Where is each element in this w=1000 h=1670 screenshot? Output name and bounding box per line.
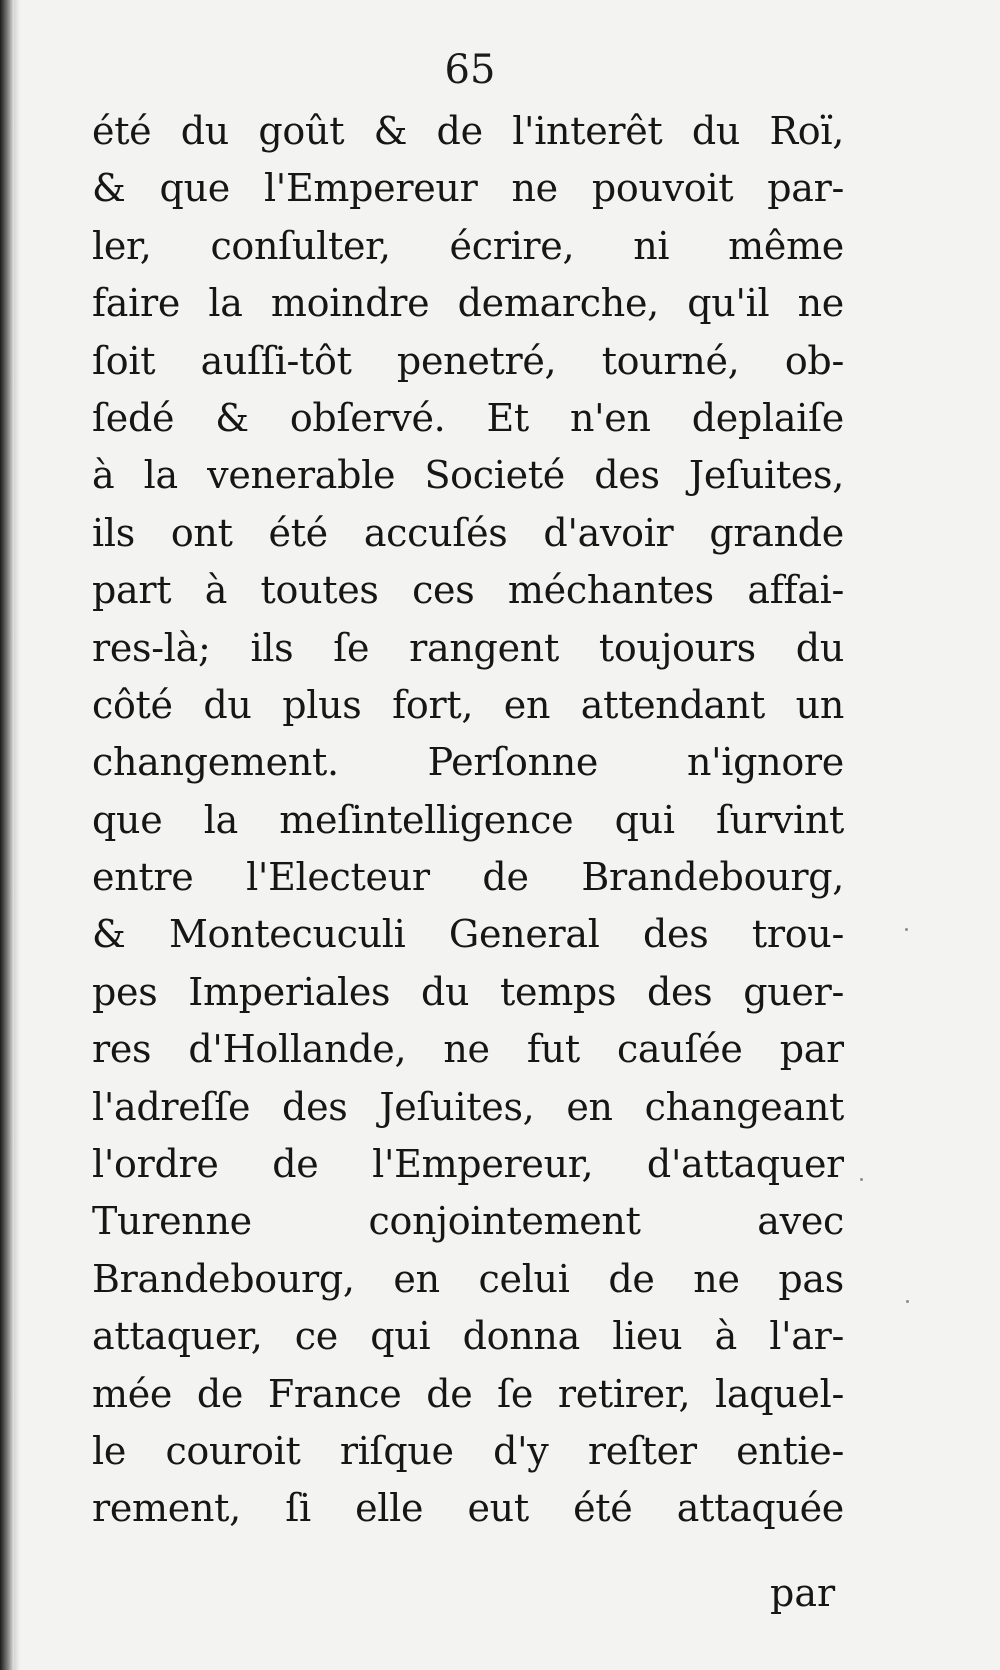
paper-speck	[906, 1300, 909, 1303]
text-line: rement, ſi elle eut été attaquée	[92, 1486, 844, 1531]
text-line: que la meſintelligence qui ſurvint	[92, 797, 844, 842]
text-line: & Montecuculi General des trou-	[92, 912, 844, 957]
text-line: côté du plus fort, en attendant un	[92, 682, 844, 727]
text-line: l'adreſſe des Jeſuites, en changeant	[92, 1084, 844, 1129]
text-line: changement. Perſonne n'ignore	[92, 740, 844, 785]
catchword: par	[770, 1571, 836, 1615]
text-line: Turenne conjointement avec	[92, 1199, 844, 1244]
text-line: Brandebourg, en celui de ne pas	[92, 1256, 844, 1301]
text-line: été du goût & de l'interêt du Roï,	[92, 109, 844, 153]
text-line: entre l'Electeur de Brandebourg,	[92, 855, 844, 900]
text-line: ils ont été accuſés d'avoir grande	[92, 510, 844, 555]
text-line: ſoit auſſi-tôt penetré, tourné, ob-	[92, 338, 844, 383]
page-gutter-shadow	[0, 0, 14, 1670]
page-number: 65	[444, 47, 496, 93]
text-line: part à toutes ces méchantes affai-	[92, 568, 844, 613]
page-gutter-edge	[14, 0, 20, 1670]
text-line: l'ordre de l'Empereur, d'attaquer	[92, 1142, 844, 1187]
paper-speck	[860, 1178, 863, 1181]
text-line: ler, conſulter, écrire, ni même	[92, 223, 844, 268]
body-text	[92, 103, 844, 1538]
text-line: res-là; ils ſe rangent toujours du	[92, 625, 844, 670]
text-line: pes Imperiales du temps des guer-	[92, 969, 844, 1014]
text-line: ſedé & obſervé. Et n'en deplaiſe	[92, 395, 844, 440]
text-line: le couroit riſque d'y reſter entie-	[92, 1428, 844, 1473]
text-line: & que l'Empereur ne pouvoit par-	[92, 166, 844, 211]
text-line: res d'Hollande, ne fut cauſée par	[92, 1027, 844, 1072]
text-line: à la venerable Societé des Jeſuites,	[92, 453, 844, 498]
text-line: faire la moindre demarche, qu'il ne	[92, 281, 844, 326]
paper-speck	[905, 928, 908, 931]
text-line: attaquer, ce qui donna lieu à l'ar-	[92, 1314, 844, 1359]
text-line: mée de France de ſe retirer, laquel-	[92, 1371, 844, 1416]
